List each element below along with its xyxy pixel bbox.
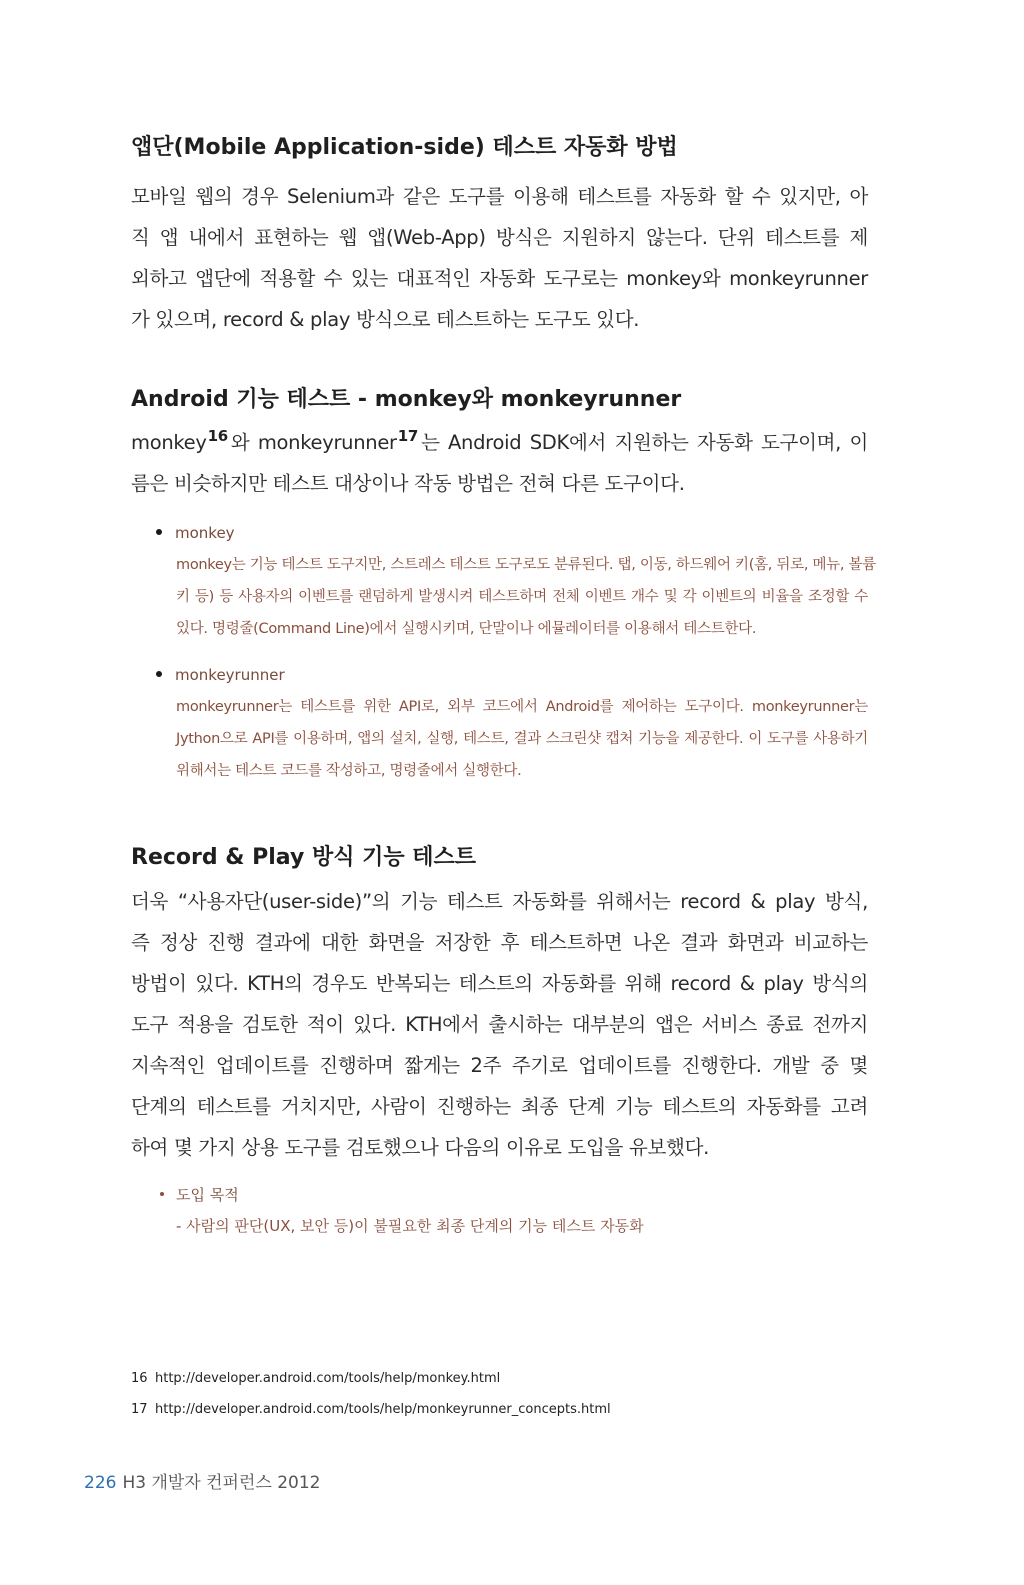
section-heading-record-play: Record & Play 방식 기능 테스트 — [131, 845, 477, 870]
paragraph-line: 지속적인 업데이트를 진행하며 짧게는 2주 주기로 업데이트를 진행한다. 개발 중 몇 — [131, 1054, 868, 1077]
paragraph-line: 하여 몇 가지 상용 도구를 검토했으나 다음의 이유로 도입을 유보했다. — [131, 1136, 710, 1159]
paragraph-line: 직 앱 내에서 표현하는 웹 앱(Web-App) 방식은 지원하지 않는다. 단위 테스트를 제 — [131, 226, 868, 249]
bullet-title-monkeyrunner: monkeyrunner — [156, 666, 285, 684]
paragraph-line: 도구 적용을 검토한 적이 있다. KTH에서 출시하는 대부분의 앱은 서비스 종료 전까지 — [131, 1013, 868, 1036]
bullet-dot-icon — [156, 671, 162, 677]
page-number: 226 — [84, 1473, 117, 1493]
paragraph-line: 즉 정상 진행 결과에 대한 화면을 저장한 후 테스트하면 나온 결과 화면과 비교하는 — [131, 931, 868, 954]
paragraph-line: 모바일 웹의 경우 Selenium과 같은 도구를 이용해 테스트를 자동화 할 수 있지만, 아 — [131, 185, 868, 208]
bullet-line: 키 등) 등 사용자의 이벤트를 랜덤하게 발생시켜 테스트하며 전체 이벤트 개수 및 각 이벤트의 비율을 조정할 수 — [176, 589, 868, 605]
paragraph-line: 외하고 앱단에 적용할 수 있는 대표적인 자동화 도구로는 monkey와 monkeyrunner — [131, 267, 868, 290]
small-bullet-icon — [160, 1192, 164, 1196]
bullet-body-monkey — [176, 549, 876, 645]
page-folio — [84, 1468, 320, 1493]
bullet-title-monkey: monkey — [156, 524, 235, 542]
footnote-link[interactable]: http://developer.android.com/tools/help/monkey.html — [155, 1371, 501, 1386]
bullet-line: Jython으로 API를 이용하며, 앱의 설치, 실행, 테스트, 결과 스크린샷 캡처 기능을 제공한다. 이 도구를 사용하기 — [176, 731, 868, 747]
publication-title: H3 개발자 컨퍼런스 2012 — [122, 1473, 321, 1493]
bullet-line: 있다. 명령줄(Command Line)에서 실행시키며, 단말이나 에뮬레이터를 이용해서 테스트한다. — [176, 621, 757, 637]
paragraph-line: 가 있으며, record & play 방식으로 테스트하는 도구도 있다. — [131, 308, 640, 331]
text-monkey: monkey — [131, 431, 207, 454]
footnote-link[interactable]: http://developer.android.com/tools/help/monkeyrunner_concepts.html — [155, 1402, 611, 1417]
footnote-17: 17 http://developer.android.com/tools/help/monkeyrunner_concepts.html — [131, 1402, 611, 1417]
footnote-ref-16[interactable]: 16 — [207, 427, 228, 445]
paragraph-record-play — [131, 881, 868, 1168]
footnote-16: 16 http://developer.android.com/tools/help/monkey.html — [131, 1371, 501, 1386]
text-monkeyrunner: 와 monkeyrunner — [230, 431, 397, 454]
bullet-dot-icon — [156, 529, 162, 535]
intro-purpose-line: - 사람의 판단(UX, 보안 등)이 불필요한 최종 단계의 기능 테스트 자동화 — [176, 1217, 644, 1235]
bullet-body-monkeyrunner — [176, 691, 868, 787]
bullet-line: 위해서는 테스트 코드를 작성하고, 명령줄에서 실행한다. — [176, 763, 522, 779]
intro-purpose-title: 도입 목적 — [160, 1184, 239, 1205]
footnote-ref-17[interactable]: 17 — [397, 427, 419, 445]
paragraph-line: 더욱 “사용자단(user-side)”의 기능 테스트 자동화를 위해서는 record & play 방식, — [131, 890, 868, 913]
paragraph-android — [131, 422, 868, 504]
paragraph-line: 방법이 있다. KTH의 경우도 반복되는 테스트의 자동화를 위해 record & play 방식의 — [131, 972, 868, 995]
paragraph-app-side — [131, 176, 868, 340]
section-heading-android: Android 기능 테스트 - monkey와 monkeyrunner — [131, 387, 682, 412]
section-heading-app-side: 앱단(Mobile Application-side) 테스트 자동화 방법 — [131, 135, 678, 160]
paragraph-line: 단계의 테스트를 거치지만, 사람이 진행하는 최종 단계 기능 테스트의 자동화를 고려 — [131, 1095, 868, 1118]
paragraph-line: 름은 비슷하지만 테스트 대상이나 작동 방법은 전혀 다른 도구이다. — [131, 472, 685, 495]
text-android-sdk: 는 Android SDK에서 지원하는 자동화 도구이며, 이 — [421, 431, 868, 454]
bullet-line: monkey는 기능 테스트 도구지만, 스트레스 테스트 도구로도 분류된다. 탭, 이동, 하드웨어 키(홈, 뒤로, 메뉴, 볼륨 — [176, 557, 876, 573]
paragraph-line — [131, 422, 868, 463]
bullet-line: monkeyrunner는 테스트를 위한 API로, 외부 코드에서 Android를 제어하는 도구이다. monkeyrunner는 — [176, 699, 868, 715]
